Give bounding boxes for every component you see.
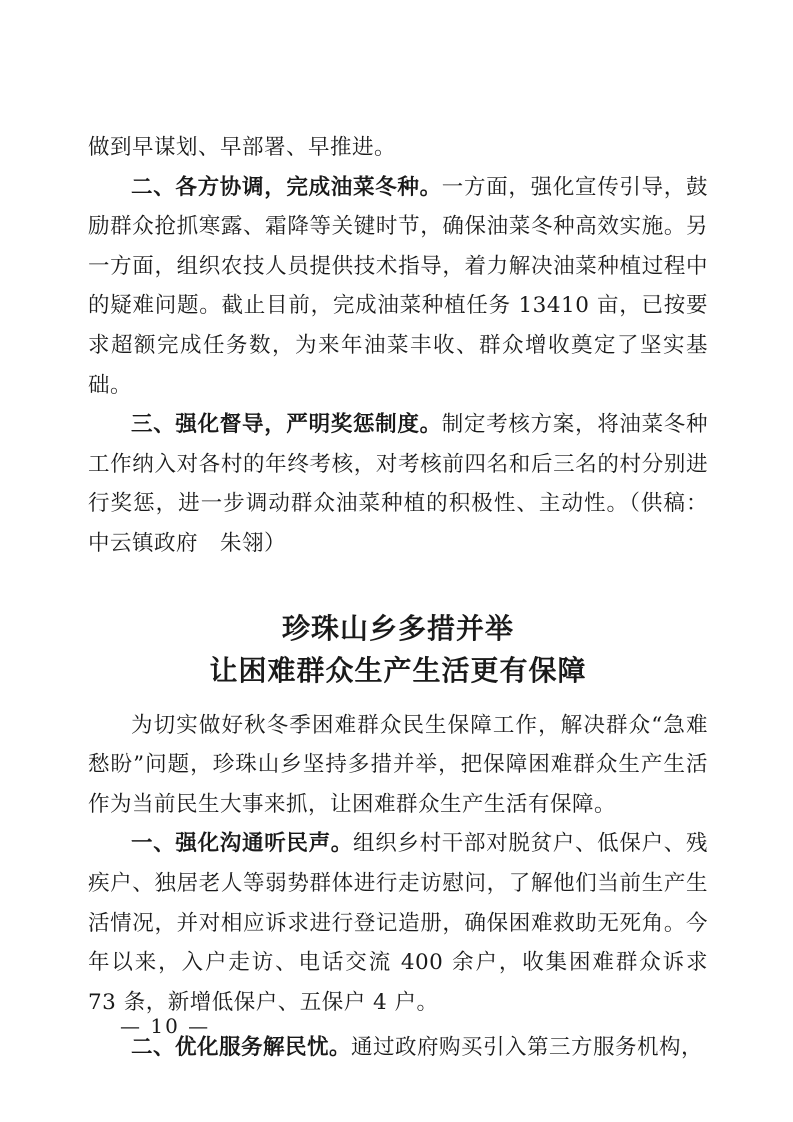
article-title bbox=[88, 608, 708, 692]
paragraph-supervision bbox=[88, 405, 708, 563]
heading-point-1: 一、强化沟通听民声。 bbox=[131, 831, 353, 857]
paragraph-continuation: 做到早谋划、早部署、早推进。 bbox=[88, 135, 397, 160]
paragraph-point-1 bbox=[88, 824, 708, 1022]
body-supervision: 制定考核方案，将油菜冬种工作纳入对各村的年终考核，对考核前四名和后三名的村分别进行奖惩，进一步调动群众油菜种植的积极性、主动性。（供稿：中云镇政府 朱翎） bbox=[88, 412, 708, 556]
heading-supervision: 三、强化督导，严明奖惩制度。 bbox=[131, 412, 442, 438]
body-coordination: 一方面，强化宣传引导，鼓励群众抢抓寒露、霜降等关键时节，确保油菜冬种高效实施。另一方面，组织农技人员提供技术指导，着力解决油菜种植过程中的疑难问题。截止目前，完成油菜种植任务 13410 亩，已按要求超额完成任务数，为来年油菜丰收、群众增收奠定了坚实基础。 bbox=[88, 174, 708, 398]
page-number: — 10 — bbox=[120, 1014, 211, 1038]
body-point-2: 通过政府购买引入第三方服务机构， bbox=[351, 1035, 704, 1061]
title-line-1: 珍珠山乡多措并举 bbox=[281, 611, 514, 645]
title-line-2: 让困难群众生产生活更有保障 bbox=[209, 653, 587, 687]
body-point-1: 组织乡村干部对脱贫户、低保户、残疾户、独居老人等弱势群体进行走访慰问，了解他们当前生产生活情况，并对相应诉求进行登记造册，确保困难救助无死角。今年以来，入户走访、电话交流 400 余户，收集困难群众诉求 73 条，新增低保户、五保户 4 户。 bbox=[88, 831, 708, 1015]
document-page bbox=[88, 128, 708, 1068]
heading-point-2: 二、优化服务解民忧。 bbox=[131, 1035, 352, 1061]
paragraph-intro: 为切实做好秋冬季困难群众民生保障工作，解决群众“急难愁盼”问题，珍珠山乡坚持多措并举，把保障困难群众生产生活作为当前民生大事来抓，让困难群众生产生活有保障。 bbox=[88, 712, 708, 817]
paragraph-coordination bbox=[88, 168, 708, 406]
heading-coordination: 二、各方协调，完成油菜冬种。 bbox=[131, 174, 442, 200]
